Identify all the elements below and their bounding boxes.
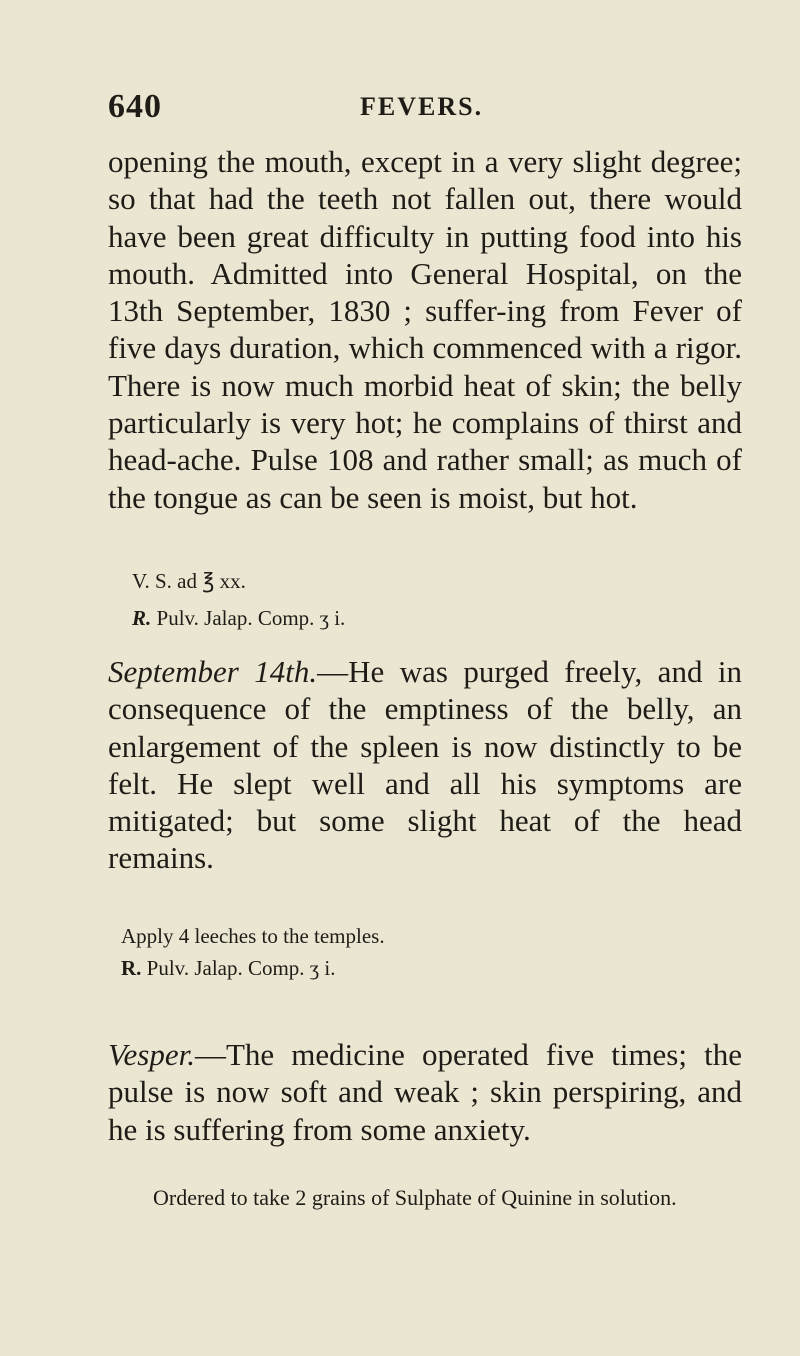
prescription-text: Pulv. Jalap. Comp. ʒ i.	[156, 606, 346, 630]
prescription-line-leeches: Apply 4 leeches to the temples.	[121, 924, 385, 948]
prescription-line-bleeding: V. S. ad ℥ xx.	[132, 569, 246, 593]
entry-date: September 14th.	[108, 654, 318, 689]
prescription-text-2: Pulv. Jalap. Comp. ʒ i.	[146, 956, 336, 980]
paragraph-vesper	[108, 1036, 742, 1148]
recipe-symbol: R.	[132, 606, 152, 630]
page-header	[108, 88, 748, 128]
paragraph-case-history: opening the mouth, except in a very slight degree; so that had the teeth not fallen out, there would have been great difficulty in putting food into his mouth. Admitted into General Hospital, on the 13th September, 1830 ; suffer-ing from Fever of five days duration, which commenced with a rigor. There is now much morbid heat of skin; the belly particularly is very hot; he complains of thirst and head-ache. Pulse 108 and rather small; as much of the tongue as can be seen is moist, but hot.	[108, 144, 742, 515]
page-number: 640	[108, 88, 162, 125]
entry-label-vesper: Vesper.	[108, 1037, 195, 1072]
prescription-line-jalap	[132, 604, 345, 633]
paragraph-september-14	[108, 653, 742, 877]
recipe-symbol-2: R.	[121, 956, 142, 980]
entry-text: —He was purged freely, and in consequence of the emptiness of the belly, an enlargement of the spleen is now distinctly to be felt. He slept well and all his symptoms are mitigated; but some slight heat of the head remains.	[108, 654, 742, 876]
entry-text-vesper: —The medicine operated five times; the pulse is now soft and weak ; skin perspiring, and he is suffering from some anxiety.	[108, 1037, 742, 1147]
running-head: FEVERS.	[360, 92, 484, 121]
prescription-line-jalap-2	[121, 954, 335, 983]
order-quinine: Ordered to take 2 grains of Sulphate of Quinine in solution.	[153, 1185, 677, 1210]
